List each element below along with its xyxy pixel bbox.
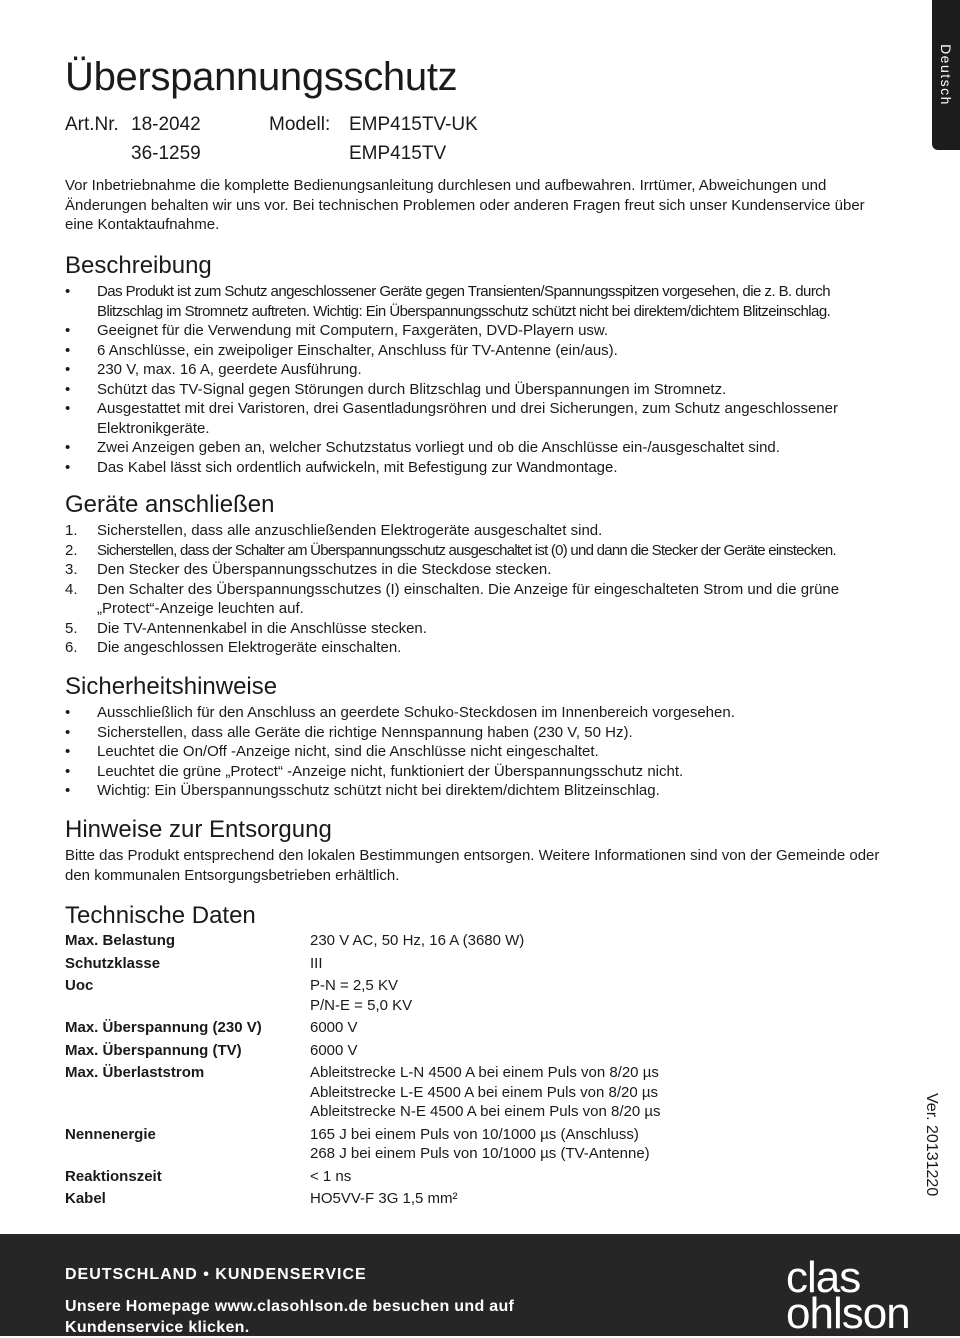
list-item: • Das Produkt ist zum Schutz angeschlossener Geräte gegen Transienten/Spannungsspitzen vorgesehen, die z. B. durch Blitzschlag im Stromnetz auftreten. Wichtig: Ein Überspannungsschutz schützt nicht bei direktem/dichtem Blitzeinschlag. bbox=[65, 282, 895, 321]
list-item: • Sicherstellen, dass alle Geräte die richtige Nennspannung haben (230 V, 50 Hz). bbox=[65, 723, 895, 743]
list-item: • 230 V, max. 16 A, geerdete Ausführung. bbox=[65, 360, 895, 380]
art-number-2: 36-1259 bbox=[131, 143, 201, 164]
spec-row: Uoc P-N = 2,5 KV P/N-E = 5,0 KV bbox=[65, 977, 413, 1014]
list-item: • Ausschließlich für den Anschluss an geerdete Schuko-Steckdosen im Innenbereich vorgesehen. bbox=[65, 703, 895, 723]
language-tab bbox=[932, 0, 960, 150]
page-title: Überspannungsschutz bbox=[65, 55, 458, 99]
model-2: EMP415TV bbox=[349, 143, 447, 164]
spec-row: Max. Überspannung (230 V) 6000 V bbox=[65, 1019, 358, 1036]
step-item: 4. Den Schalter des Überspannungsschutzes (I) einschalten. Die Anzeige für eingeschalteten Strom und die grüne „Protect“-Anzeige leuchten auf. bbox=[65, 580, 840, 617]
list-item: • Zwei Anzeigen geben an, welcher Schutzstatus vorliegt und ob die Anschlüsse ein-/ausgeschaltet sind. bbox=[65, 438, 895, 458]
spec-row: Reaktionszeit < 1 ns bbox=[65, 1167, 352, 1185]
section-heading-beschreibung: Beschreibung bbox=[65, 252, 212, 279]
version-label: Ver. 20131220 bbox=[923, 1093, 940, 1197]
list-item: • Leuchtet die On/Off -Anzeige nicht, sind die Anschlüsse nicht eingeschaltet. bbox=[65, 742, 895, 762]
sicherheit-list bbox=[65, 703, 895, 801]
model-label: Modell: bbox=[269, 114, 331, 135]
section-heading-entsorgung: Hinweise zur Entsorgung bbox=[65, 816, 332, 843]
section-heading-sicherheit: Sicherheitshinweise bbox=[65, 673, 278, 700]
logo-line-2: ohlson bbox=[786, 1289, 910, 1338]
list-item: • Das Kabel lässt sich ordentlich aufwickeln, mit Befestigung zur Wandmontage. bbox=[65, 458, 895, 478]
footer-text: Unsere Homepage www.clasohlson.de besuchen und auf Kundenservice klicken. bbox=[65, 1298, 515, 1336]
footer-heading: DEUTSCHLAND • KUNDENSERVICE bbox=[65, 1266, 367, 1283]
step-item: 2. Sicherstellen, dass der Schalter am Überspannungsschutz ausgeschaltet ist (0) und dann die Stecker der Geräte einstecken. bbox=[65, 541, 836, 559]
beschreibung-list bbox=[65, 282, 895, 477]
spec-row: Nennenergie 165 J bei einem Puls von 10/1000 µs (Anschluss) 268 J bei einem Puls von 10/1000 µs (TV-Antenne) bbox=[65, 1125, 650, 1162]
spec-row: Max. Belastung 230 V AC, 50 Hz, 16 A (3680 W) bbox=[65, 932, 525, 949]
logo-line-1: clas bbox=[786, 1253, 861, 1302]
language-tab-label: Deutsch bbox=[938, 44, 954, 106]
spec-row: Kabel HO5VV-F 3G 1,5 mm² bbox=[65, 1190, 458, 1207]
model-1: EMP415TV-UK bbox=[349, 114, 478, 135]
brand-logo bbox=[786, 1253, 910, 1338]
spec-row: Max. Überlaststrom Ableitstrecke L-N 4500 A bei einem Puls von 8/20 µs Ableitstrecke L-E 4500 A bei einem Puls von 8/20 µs Ableitstrecke N-E 4500 A bei einem Puls von 8/20 µs bbox=[65, 1064, 661, 1120]
footer bbox=[0, 1234, 960, 1336]
step-item: 3. Den Stecker des Überspannungsschutzes in die Steckdose stecken. bbox=[65, 561, 552, 578]
step-item: 6. Die angeschlossen Elektrogeräte einschalten. bbox=[65, 639, 402, 656]
spec-table bbox=[65, 931, 895, 1209]
section-heading-anschliessen: Geräte anschließen bbox=[65, 491, 275, 518]
list-item: • Ausgestattet mit drei Varistoren, drei Gasentladungsröhren und drei Sicherungen, zum Schutz angeschlossener Elektronikgeräte. bbox=[65, 399, 895, 438]
list-item: • Wichtig: Ein Überspannungsschutz schützt nicht bei direktem/dichtem Blitzeinschlag. bbox=[65, 781, 895, 801]
art-number-1: 18-2042 bbox=[131, 114, 201, 135]
spec-row: Schutzklasse III bbox=[65, 954, 323, 972]
step-item: 1. Sicherstellen, dass alle anzuschließenden Elektrogeräte ausgeschaltet sind. bbox=[65, 522, 603, 539]
art-label: Art.Nr. bbox=[65, 114, 119, 135]
section-heading-technische: Technische Daten bbox=[65, 902, 256, 929]
list-item: • Geeignet für die Verwendung mit Computern, Faxgeräten, DVD-Playern usw. bbox=[65, 321, 895, 341]
intro-text: Vor Inbetriebnahme die komplette Bedienungsanleitung durchlesen und aufbewahren. Irrtümer, Abweichungen und Änderungen behalten wir uns vor. Bei technischen Problemen oder anderen Fragen freut sich unser Kundenservice über eine Kontaktaufnahme. bbox=[65, 177, 865, 233]
step-item: 5. Die TV-Antennenkabel in die Anschlüsse stecken. bbox=[65, 619, 427, 637]
list-item: • Schützt das TV-Signal gegen Störungen durch Blitzschlag und Überspannungen im Stromnetz. bbox=[65, 380, 895, 400]
spec-row: Max. Überspannung (TV) 6000 V bbox=[65, 1041, 358, 1059]
anschliessen-steps bbox=[65, 521, 895, 658]
entsorgung-text: Bitte das Produkt entsprechend den lokalen Bestimmungen entsorgen. Weitere Informationen sind von der Gemeinde oder den kommunalen Entsorgungsbetrieben erhältlich. bbox=[65, 847, 880, 884]
list-item: • 6 Anschlüsse, ein zweipoliger Einschalter, Anschluss für TV-Antenne (ein/aus). bbox=[65, 341, 895, 361]
list-item: • Leuchtet die grüne „Protect“ -Anzeige nicht, funktioniert der Überspannungsschutz nicht. bbox=[65, 762, 895, 782]
